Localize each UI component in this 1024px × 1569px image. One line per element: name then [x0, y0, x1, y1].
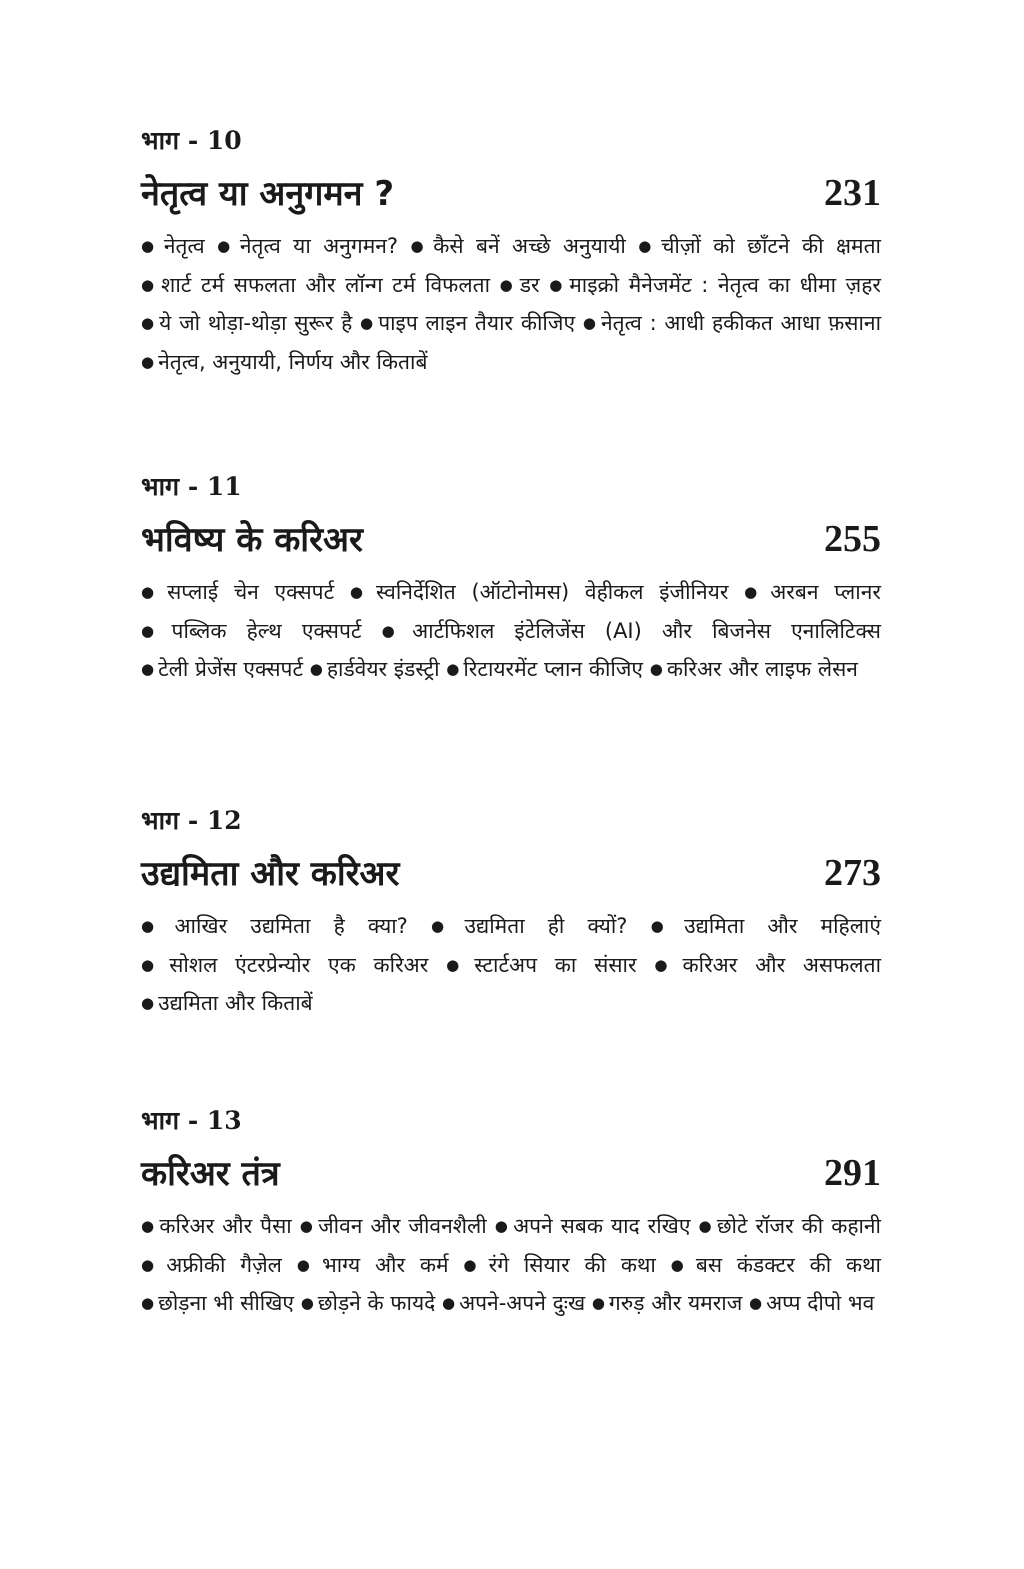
topic-list: [141, 573, 881, 689]
topic-item: [297, 1253, 449, 1277]
topic-item: [549, 273, 881, 297]
bullet-icon: ●: [410, 237, 430, 255]
bullet-icon: ●: [141, 621, 168, 640]
topic-item: [744, 580, 881, 604]
topic-item: [141, 580, 334, 604]
topic-text: पब्लिक हेल्थ एक्सपर्ट: [171, 618, 362, 643]
chapter-title: उद्यमिता और करिअर: [141, 854, 400, 894]
topic-text: चीज़ों को छाँटने की क्षमता: [661, 234, 881, 258]
topic-text: सप्लाई चेन एक्सपर्ट: [167, 580, 335, 604]
bullet-icon: ●: [141, 583, 164, 601]
topic-item: [360, 311, 575, 335]
page-number: 255: [824, 518, 881, 560]
bullet-icon: ●: [309, 660, 323, 678]
topic-item: [141, 311, 352, 335]
topic-item: [592, 1291, 742, 1315]
topic-text: नेतृत्व या अनुगमन?: [239, 234, 399, 258]
bullet-icon: ●: [744, 583, 767, 601]
bullet-icon: ●: [494, 1217, 510, 1235]
topic-text: भाग्य और कर्म: [321, 1252, 449, 1277]
page-number: 231: [824, 172, 881, 214]
topic-item: [141, 350, 427, 374]
topic-text: रिटायरमेंट प्लान कीजिए: [463, 657, 644, 681]
part-label: भाग - 10: [141, 126, 242, 155]
topic-list: [141, 907, 881, 1023]
topic-item: [495, 1214, 691, 1238]
topic-item: [446, 953, 636, 977]
bullet-icon: ●: [463, 1255, 485, 1274]
topic-text: अरबन प्लानर: [770, 580, 881, 604]
bullet-icon: ●: [654, 955, 679, 974]
topic-item: [410, 234, 625, 258]
topic-text: सोशल एंटरप्रेन्योर एक करिअर: [169, 952, 429, 977]
topic-text: अप्प दीपो भव: [766, 1291, 875, 1315]
topic-text: ये जो थोड़ा-थोड़ा सुरूर है: [159, 311, 353, 335]
topic-text: करिअर और पैसा: [159, 1214, 292, 1238]
bullet-icon: ●: [141, 1217, 156, 1235]
topic-item: [141, 273, 490, 297]
chapter-title: नेतृत्व या अनुगमन ?: [141, 174, 395, 214]
part-label: भाग - 12: [141, 806, 242, 835]
topic-item: [650, 657, 858, 681]
bullet-icon: ●: [670, 1255, 692, 1274]
topic-item: [654, 953, 881, 977]
part-label: भाग - 13: [141, 1106, 242, 1135]
bullet-icon: ●: [360, 314, 375, 332]
topic-text: टेली प्रेजेंस एक्सपर्ट: [158, 657, 304, 681]
bullet-icon: ●: [441, 1294, 456, 1312]
topic-text: आखिर उद्यमिता है क्या?: [174, 914, 408, 938]
topic-item: [301, 1291, 436, 1315]
toc-section-12: [141, 805, 881, 1023]
title-row: [141, 1147, 881, 1199]
bullet-icon: ●: [141, 994, 155, 1012]
topic-item: [638, 234, 881, 258]
topic-text: हार्डवेयर इंडस्ट्री: [326, 657, 440, 681]
topic-item: [382, 619, 881, 643]
topic-item: [141, 657, 303, 681]
bullet-icon: ●: [499, 275, 516, 294]
topic-text: स्टार्टअप का संसार: [474, 952, 637, 977]
topic-item: [141, 1214, 292, 1238]
bullet-icon: ●: [141, 352, 155, 371]
topic-text: शार्ट टर्म सफलता और लॉन्ग टर्म विफलता: [161, 272, 491, 297]
topic-item: [431, 914, 628, 938]
topic-list: [141, 1207, 881, 1323]
bullet-icon: ●: [638, 237, 658, 255]
topic-item: [442, 1291, 585, 1315]
topic-text: अपने सबक याद रखिए: [513, 1214, 691, 1238]
topic-item: [141, 619, 361, 643]
bullet-icon: ●: [141, 314, 156, 332]
bullet-icon: ●: [141, 237, 160, 255]
topic-text: उद्यमिता और महिलाएं: [684, 914, 881, 938]
bullet-icon: ●: [141, 1255, 163, 1274]
topic-text: छोटे रॉजर की कहानी: [716, 1214, 882, 1238]
topic-text: जीवन और जीवनशैली: [318, 1214, 487, 1238]
part-label: भाग - 11: [141, 472, 242, 501]
topic-item: [500, 273, 540, 297]
topic-text: उद्यमिता ही क्यों?: [464, 914, 628, 938]
topic-text: पाइप लाइन तैयार कीजिए: [378, 311, 576, 335]
bullet-icon: ●: [141, 660, 155, 678]
topic-text: नेतृत्व: [163, 234, 205, 258]
topic-item: [651, 914, 881, 938]
bullet-icon: ●: [582, 314, 597, 332]
bullet-icon: ●: [141, 917, 171, 935]
title-row: [141, 847, 881, 899]
topic-text: आर्टफिशल इंटेलिजेंस (AI) और बिजनेस एनालिटिक्स: [412, 618, 881, 643]
chapter-title: भविष्य के करिअर: [141, 520, 363, 560]
bullet-icon: ●: [591, 1294, 605, 1312]
bullet-icon: ●: [446, 660, 460, 678]
topic-item: [698, 1214, 881, 1238]
bullet-icon: ●: [141, 1294, 155, 1312]
bullet-icon: ●: [299, 1217, 315, 1235]
topic-text: नेतृत्व, अनुयायी, निर्णय और किताबें: [158, 349, 428, 374]
topic-text: नेतृत्व : आधी हकीकत आधा फ़साना: [600, 311, 882, 335]
topic-text: छोड़ने के फायदे: [317, 1291, 436, 1315]
topic-text: कैसे बनें अच्छे अनुयायी: [433, 234, 626, 258]
chapter-title: करिअर तंत्र: [141, 1154, 280, 1194]
bullet-icon: ●: [381, 621, 409, 640]
topic-item: [141, 953, 428, 977]
topic-text: रंगे सियार की कथा: [488, 1252, 656, 1277]
bullet-icon: ●: [300, 1294, 314, 1312]
topic-text: अफ्रीकी गैज़ेल: [166, 1252, 282, 1277]
title-row: [141, 167, 881, 219]
topic-text: स्वनिर्देशित (ऑटोनोमस) वेहीकल इंजीनियर: [375, 580, 729, 604]
topic-item: [671, 1253, 881, 1277]
topic-list: [141, 227, 881, 381]
bullet-icon: ●: [296, 1255, 318, 1274]
bullet-icon: ●: [650, 917, 681, 935]
topic-item: [141, 234, 205, 258]
topic-item: [749, 1291, 874, 1315]
topic-item: [141, 991, 313, 1015]
page-number: 273: [824, 852, 881, 894]
bullet-icon: ●: [430, 917, 461, 935]
topic-item: [141, 1291, 294, 1315]
topic-text: गरुड़ और यमराज: [608, 1291, 743, 1315]
topic-text: माइक्रो मैनेजमेंट : नेतृत्व का धीमा ज़हर: [569, 272, 882, 297]
bullet-icon: ●: [649, 660, 663, 678]
bullet-icon: ●: [141, 275, 158, 294]
topic-item: [217, 234, 398, 258]
toc-section-10: [141, 125, 881, 381]
bullet-icon: ●: [549, 275, 566, 294]
topic-text: छोड़ना भी सीखिए: [158, 1291, 294, 1315]
bullet-icon: ●: [749, 1294, 763, 1312]
title-row: [141, 513, 881, 565]
topic-item: [310, 657, 440, 681]
topic-text: करिअर और असफलता: [682, 952, 882, 977]
page-number: 291: [824, 1152, 881, 1194]
bullet-icon: ●: [217, 237, 236, 255]
topic-item: [350, 580, 729, 604]
topic-text: उद्यमिता और किताबें: [158, 991, 313, 1015]
topic-item: [141, 1253, 282, 1277]
topic-text: डर: [519, 272, 540, 297]
topic-item: [300, 1214, 487, 1238]
bullet-icon: ●: [446, 955, 471, 974]
bullet-icon: ●: [349, 583, 372, 601]
topic-item: [463, 1253, 655, 1277]
topic-item: [141, 914, 408, 938]
topic-item: [446, 657, 643, 681]
topic-text: बस कंडक्टर की कथा: [695, 1252, 881, 1277]
topic-text: अपने-अपने दुःख: [459, 1291, 586, 1315]
toc-section-11: [141, 471, 881, 689]
bullet-icon: ●: [698, 1217, 713, 1235]
bullet-icon: ●: [141, 955, 166, 974]
toc-section-13: [141, 1105, 881, 1323]
topic-text: करिअर और लाइफ लेसन: [666, 657, 858, 681]
topic-item: [583, 311, 881, 335]
